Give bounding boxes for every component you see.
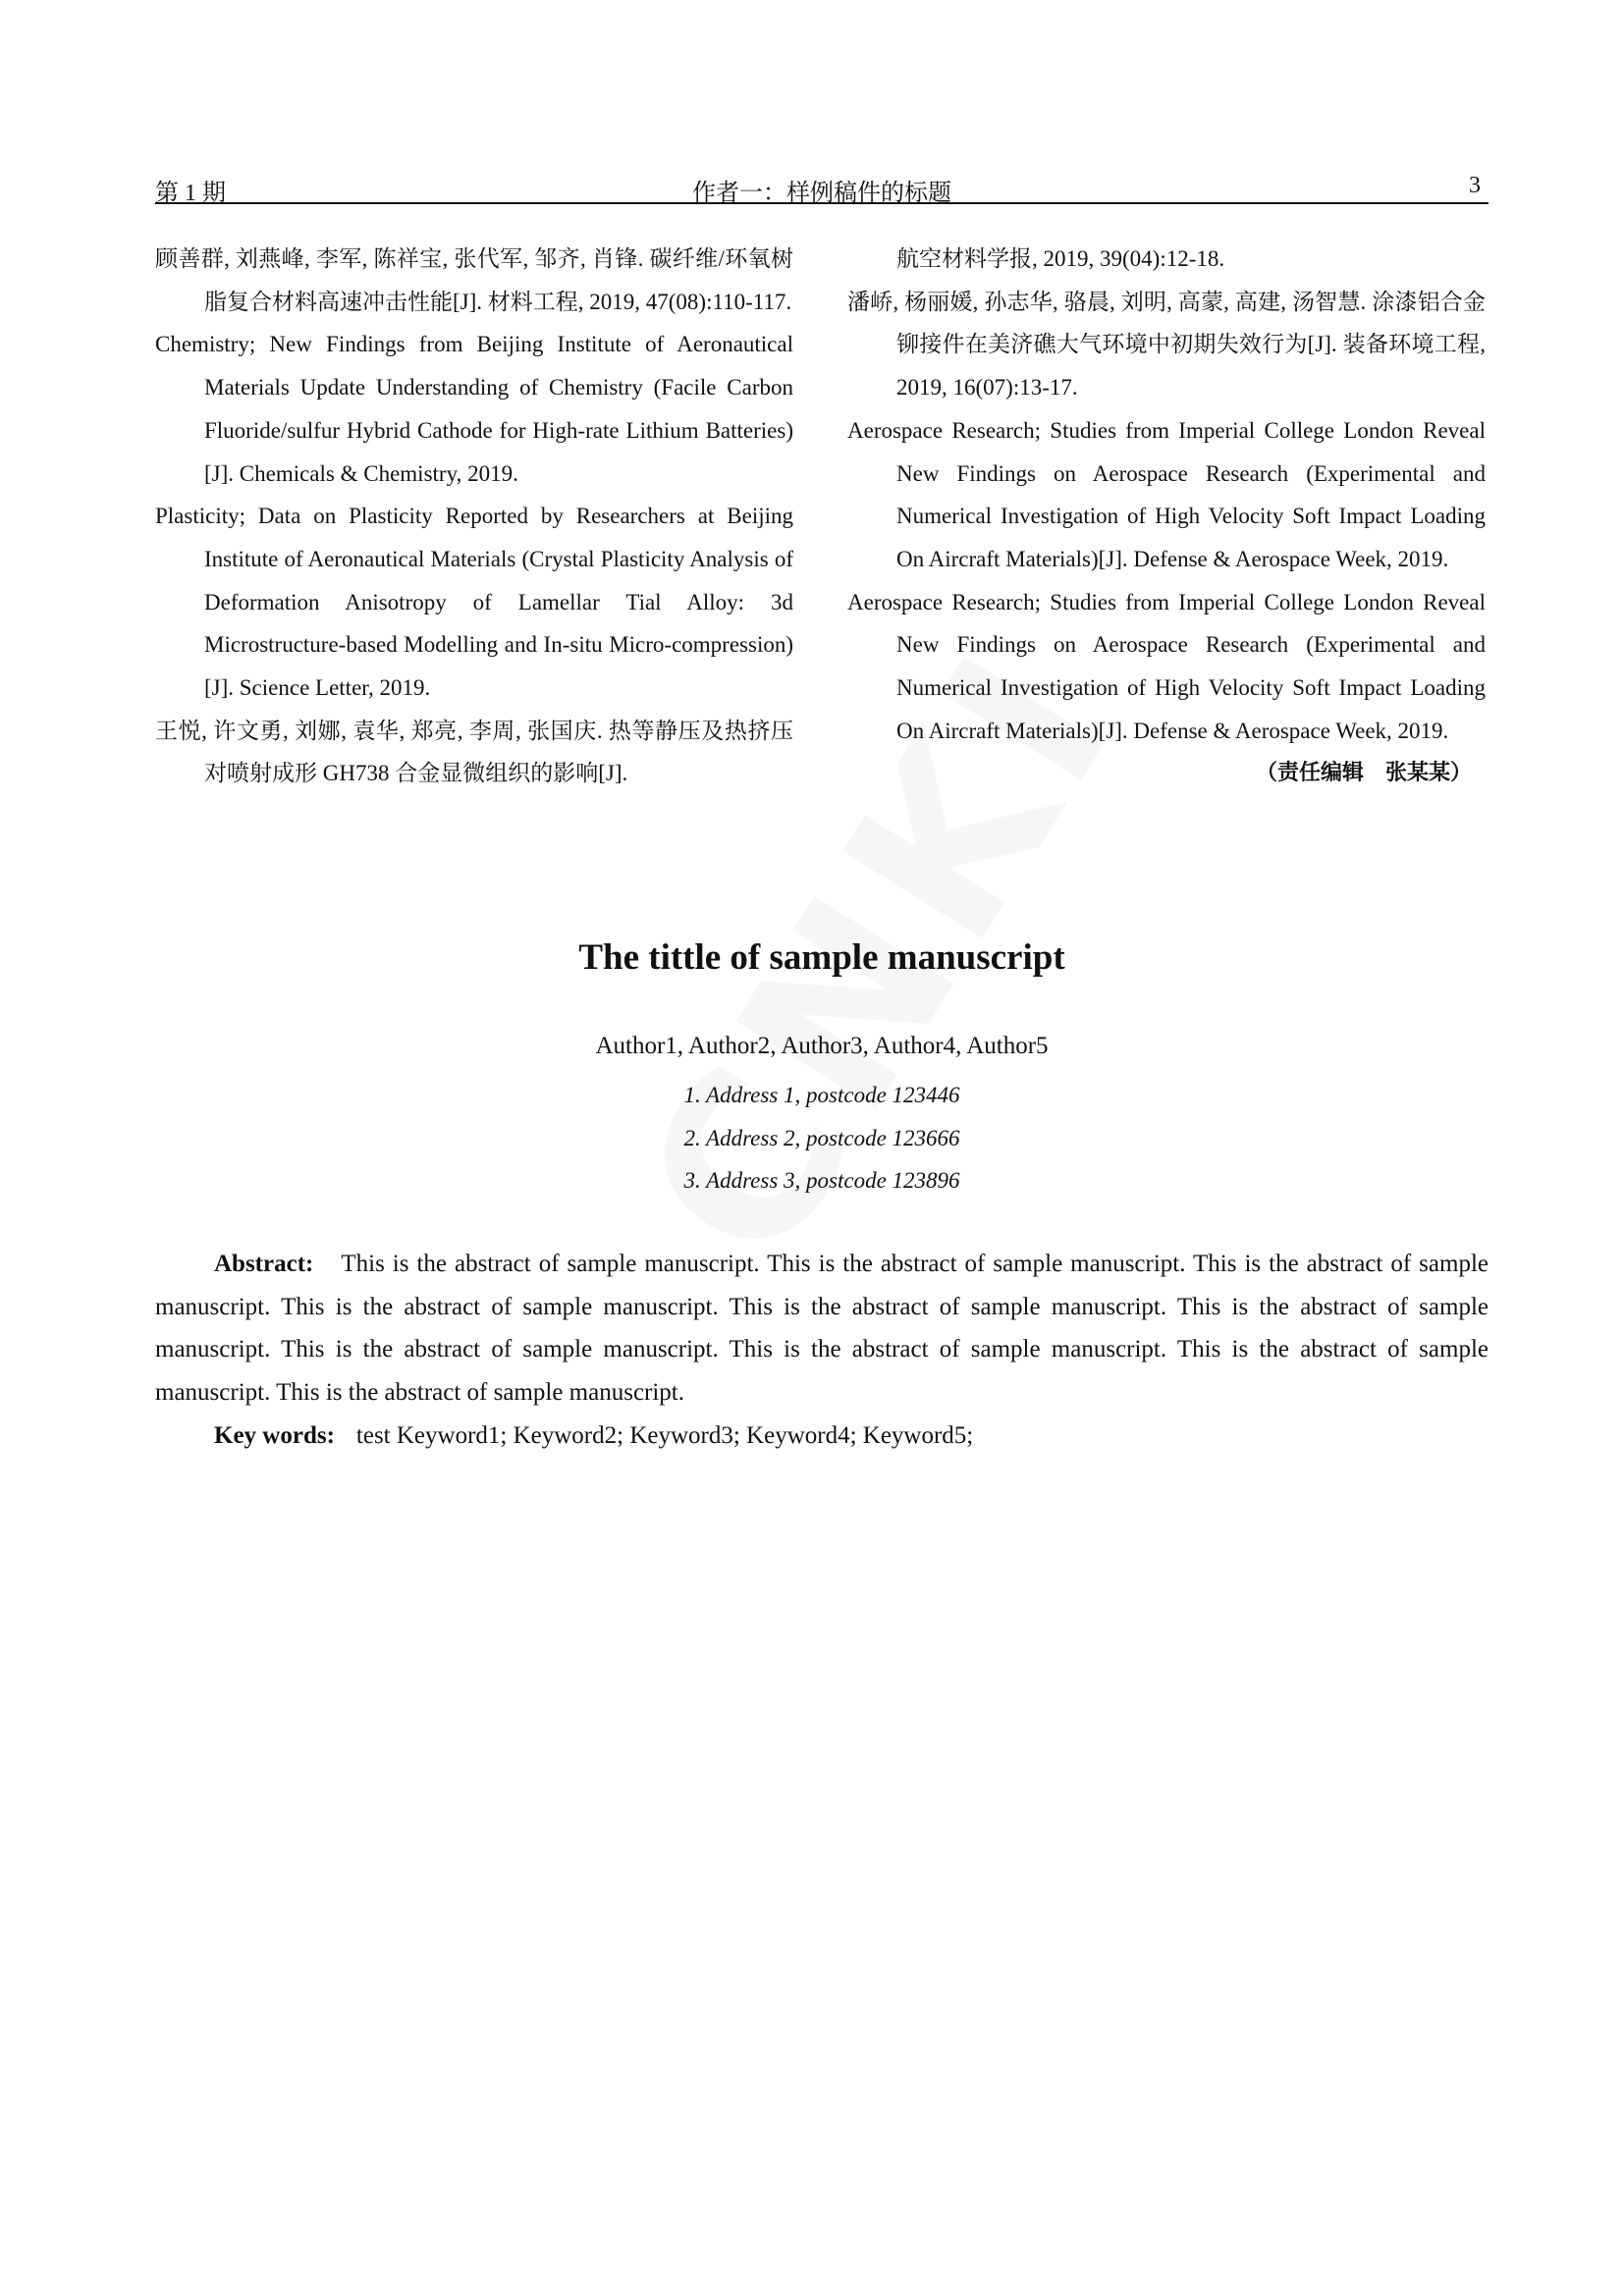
references-left-column (155, 238, 793, 795)
running-header (155, 169, 1489, 204)
article-title: The tittle of sample manuscript (578, 937, 1065, 978)
references-right-column (847, 238, 1486, 795)
reference-entry: Plasticity; Data on Plasticity Reported by Researchers at Beijing Institute of Aeronautical Materials (Crystal Plasticity Analysis of Deformation Anisotropy of Lamellar Tial Alloy: 3d Microstructure-based Modelling and In-situ Micro-compression)[J]. Science Letter, 2019. (155, 504, 793, 701)
abstract-text: This is the abstract of sample manuscript. This is the abstract of sample manuscript. This is the abstract of sample manuscript. This is the abstract of sample manuscript. This is the abstract of sample manuscript. This is the abstract of sample manuscript. This is the abstract of sample manuscript. This is the abstract of sample manuscript. This is the abstract of sample manuscript. This is the abstract of sample manuscript. (155, 1251, 1489, 1407)
abstract-label: Abstract: (214, 1251, 314, 1277)
reference-continuation: 航空材料学报, 2019, 39(04):12-18. (896, 246, 1225, 271)
abstract (155, 1243, 1489, 1415)
reference-entry: Aerospace Research; Studies from Imperial College London Reveal New Findings on Aerospace Research (Experimental and Numerical Investigation of High Velocity Soft Impact Loading On Aircraft Materials)[J]. Defense & Aerospace Week, 2019. (847, 589, 1486, 743)
reference-entry: 王悦, 许文勇, 刘娜, 袁华, 郑亮, 李周, 张国庆. 热等静压及热挤压对喷射成形 GH738 合金显微组织的影响[J]. (155, 718, 793, 786)
page-number: 3 (1469, 173, 1481, 198)
affiliations (155, 1074, 1489, 1202)
issue-label: 第 1 期 (155, 181, 226, 206)
reference-entry: Aerospace Research; Studies from Imperial College London Reveal New Findings on Aerospace Research (Experimental and Numerical Investigation of High Velocity Soft Impact Loading On Aircraft Materials)[J]. Defense & Aerospace Week, 2019. (847, 417, 1486, 571)
reference-entry: Chemistry; New Findings from Beijing Institute of Aeronautical Materials Update Understanding of Chemistry (Facile Carbon Fluoride/sulfur Hybrid Cathode for High-rate Lithium Batteries)[J]. Chemicals & Chemistry, 2019. (155, 332, 793, 486)
keywords-text: test Keyword1; Keyword2; Keyword3; Keyword4; Keyword5; (355, 1422, 974, 1449)
affiliation: 2. Address 2, postcode 123666 (683, 1125, 960, 1150)
keywords-label: Key words: (214, 1422, 335, 1449)
affiliation: 3. Address 3, postcode 123896 (683, 1168, 960, 1194)
keywords (155, 1415, 1489, 1458)
reference-entry: 顾善群, 刘燕峰, 李军, 陈祥宝, 张代军, 邹齐, 肖锋. 碳纤维/环氧树脂复合材料高速冲击性能[J]. 材料工程, 2019, 47(08):110-117. (155, 246, 793, 314)
affiliation: 1. Address 1, postcode 123446 (683, 1083, 960, 1107)
reference-entry: 潘峤, 杨丽媛, 孙志华, 骆晨, 刘明, 高蒙, 高建, 汤智慧. 涂漆铝合金铆接件在美济礁大气环境中初期失效行为[J]. 装备环境工程, 2019, 16(07):13-17. (847, 289, 1486, 400)
running-title: 作者一：样例稿件的标题 (692, 181, 951, 206)
responsible-editor: （责任编辑 张某某） (1255, 761, 1472, 786)
author-list: Author1, Author2, Author3, Author4, Author5 (595, 1033, 1049, 1059)
